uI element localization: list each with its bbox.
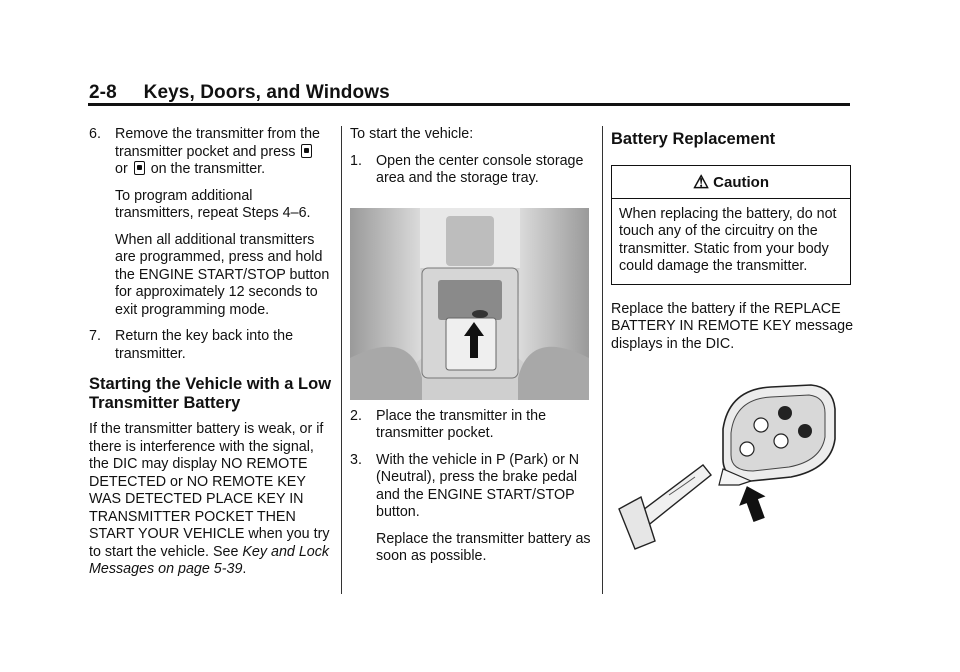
step-3 [350, 452, 595, 522]
column-1 [89, 126, 334, 579]
step-number: 2. [350, 407, 362, 424]
section-body-text: If the transmitter battery is weak, or if there is interference with the signal, the DIC may display NO REMOTE DETECTED or NO REMOTE KEY WAS DETECTED PLACE KEY IN TRANSMITTER POCKET THEN START YOUR VEHICLE when you try to start the vehicle. See [89, 421, 330, 560]
console-photo [350, 208, 589, 400]
warning-triangle-icon: ⚠ [693, 172, 710, 192]
step-text: With the vehicle in P (Park) or N (Neutral), press the brake pedal and the ENGINE START/STOP button. [376, 451, 580, 520]
key-fob-illustration [611, 369, 851, 559]
step-3-note: Replace the transmitter battery as soon as possible. [376, 530, 591, 564]
section-title: Battery Replacement [611, 130, 776, 148]
step-6-note-2: When all additional transmitters are programmed, press and hold the ENGINE START/STOP button for approximately 12 seconds to exit programming mode. [115, 231, 330, 318]
step-text-or: or [115, 161, 128, 177]
step-1 [350, 153, 595, 188]
caution-title: Caution [713, 174, 769, 191]
section-body: Replace the battery if the REPLACE BATTERY IN REMOTE KEY message displays in the DIC. [611, 300, 854, 352]
step-number: 6. [89, 126, 101, 142]
caution-header [612, 166, 850, 199]
step-text: Remove the transmitter from the transmitter pocket and press [115, 126, 320, 160]
column-3 [611, 130, 856, 559]
section-title: Starting the Vehicle with a Low Transmitter Battery [89, 375, 332, 412]
unlock-button-icon [134, 161, 145, 175]
section-body-end: . [242, 561, 247, 577]
caution-box [611, 165, 851, 285]
intro-text: To start the vehicle: [350, 126, 474, 142]
step-text: Open the center console storage area and the storage tray. [376, 152, 584, 186]
step-7 [89, 328, 334, 363]
section-body [89, 421, 334, 579]
step-text-end: on the transmitter. [150, 161, 266, 177]
caution-body: When replacing the battery, do not touch any of the circuitry on the transmitter. Static from your body could damage the transmitter. [619, 205, 837, 274]
step-number: 1. [350, 152, 362, 169]
step-text: Return the key back into the transmitter. [115, 328, 294, 362]
step-2 [350, 408, 595, 443]
step-text: Place the transmitter in the transmitter pocket. [376, 407, 547, 441]
column-2 [350, 126, 595, 566]
lock-button-icon [301, 144, 312, 158]
column-divider-1 [341, 126, 342, 594]
column-divider-2 [602, 126, 603, 594]
cross-reference-link[interactable]: Key and Lock Messages on page 5-39 [89, 543, 330, 577]
step-number: 7. [89, 328, 101, 344]
step-6 [89, 126, 334, 179]
header-rule [88, 103, 850, 106]
step-6-note-1: To program additional transmitters, repeat Steps 4–6. [115, 187, 311, 221]
page-header: 2-8 Keys, Doors, and Windows [89, 82, 390, 103]
step-number: 3. [350, 451, 362, 468]
